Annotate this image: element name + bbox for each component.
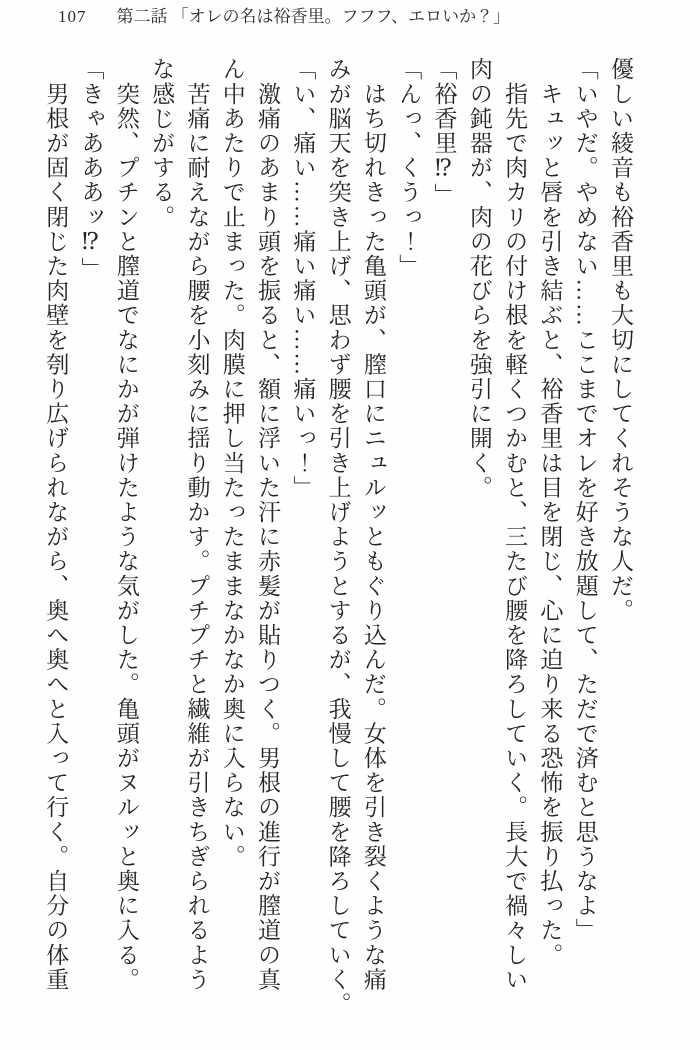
text-column: な感じがする。	[149, 57, 175, 230]
text-column: 「裕香里⁉」	[431, 57, 457, 208]
text-column: 「きゃあああッ⁉」	[78, 57, 104, 282]
text-column: 「い、痛い……痛い痛い……痛いっ！」	[290, 57, 316, 500]
text-column: ん中あたりで止まった。肉膜に押し当たったままなかなか奥に入らない。	[219, 57, 245, 869]
text-column: 「いやだ。やめない……ここまでオレを好き放題して、ただで済むと思うなよ」	[572, 57, 598, 943]
page-header	[0, 4, 700, 30]
text-column: 指先で肉カリの付け根を軽くつかむと、三たび腰を降ろしていく。長大で禍々しい	[502, 57, 528, 992]
text-column: みが脳天を突き上げ、思わず腰を引き上げようとするが、我慢して腰を降ろしていく。	[325, 57, 351, 1017]
text-column: 優しい綾音も裕香里も大切にしてくれそうな人だ。	[608, 57, 633, 623]
text-column: 肉の鈍器が、肉の花びらを強引に開く。	[466, 57, 492, 500]
chapter-title: 「オレの名は裕香里。フフフ、エロいか？」	[171, 7, 511, 26]
text-column: 男根が固く閉じた肉壁を刳り広げられながら、奥へ奥へと入って行く。自分の体重	[43, 57, 69, 992]
text-column: 苦痛に耐えながら腰を小刻みに揺り動かす。プチプチと繊維が引きちぎられるよう	[184, 57, 210, 992]
text-column: 突然、プチンと膣道でなにかが弾けたような気がした。亀頭がヌルッと奥に入る。	[113, 57, 139, 992]
chapter-label: 第二話	[116, 7, 168, 26]
page-number: 107	[58, 7, 87, 26]
text-column: 「んっ、くうっ！」	[396, 57, 422, 279]
text-column: 激痛のあまり頭を振ると、額に浮いた汗に赤髪が貼りつく。男根の進行が膣道の真	[255, 57, 281, 992]
text-column: はち切れきった亀頭が、膣口にニュルッともぐり込んだ。女体を引き裂くような痛	[360, 57, 386, 992]
text-column: キュッと唇を引き結ぶと、裕香里は目を閉じ、心に迫り来る恐怖を振り払った。	[537, 57, 563, 968]
page-body-text	[38, 57, 638, 1025]
